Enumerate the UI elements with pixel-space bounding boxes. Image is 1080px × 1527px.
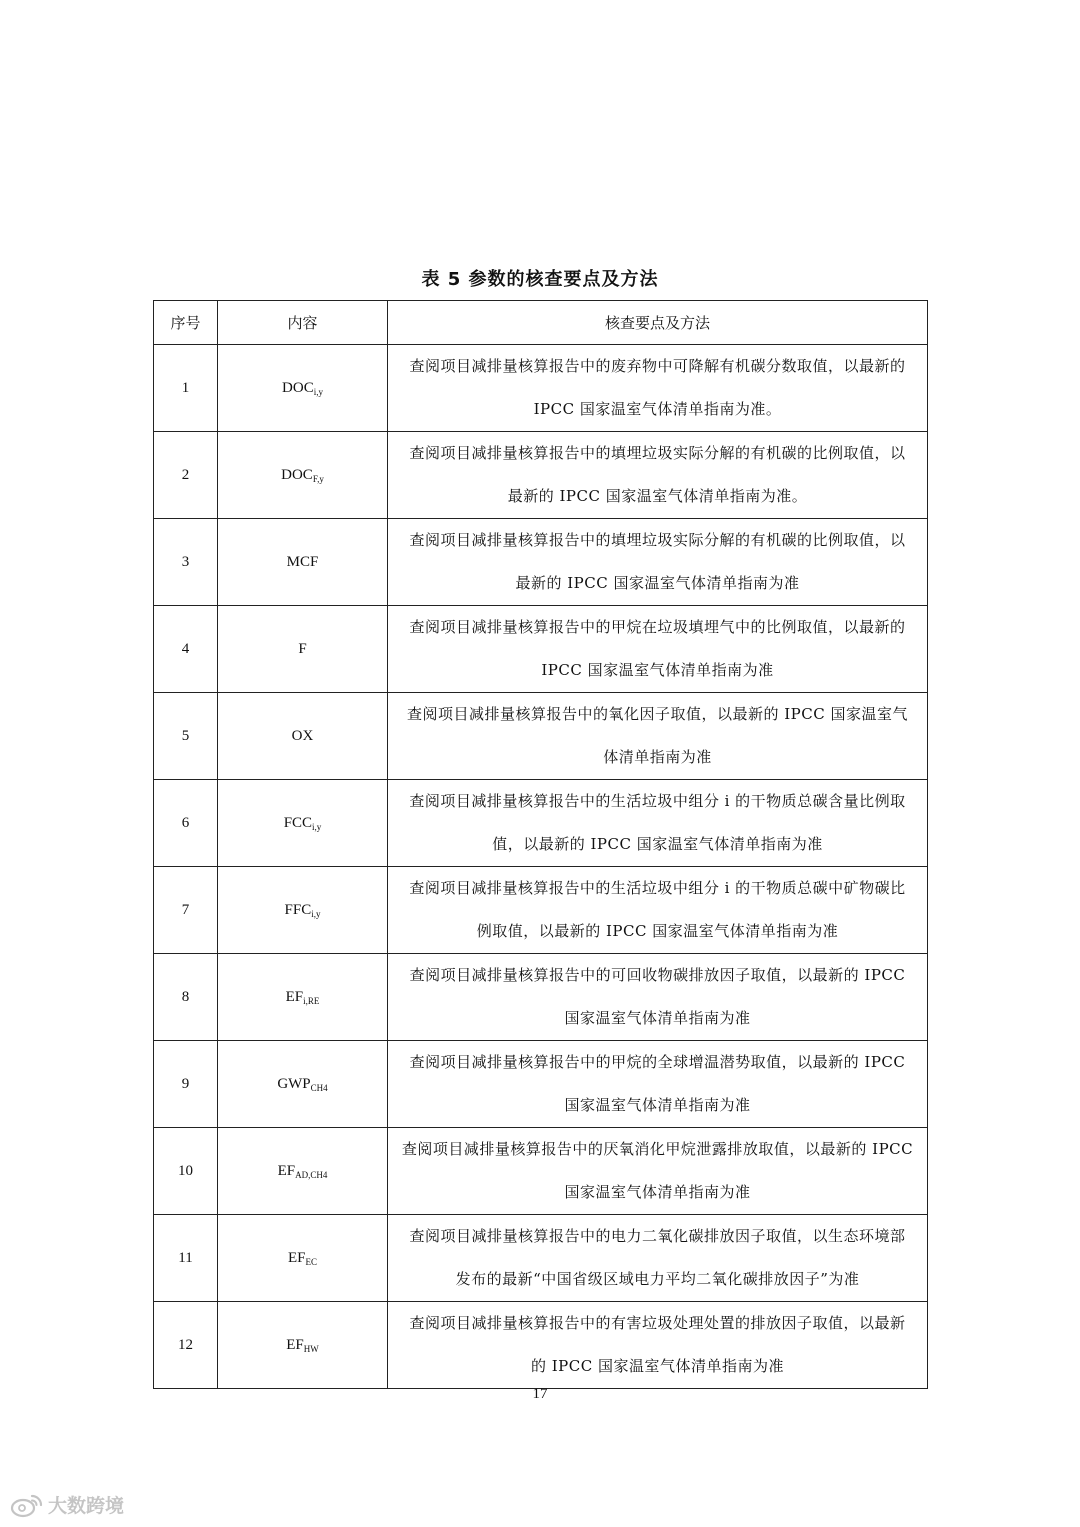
method-line: IPCC 国家温室气体清单指南为准 xyxy=(541,661,774,679)
row-parameter xyxy=(218,519,388,606)
row-method xyxy=(388,432,928,519)
row-number: 3 xyxy=(154,519,218,606)
method-line: 查阅项目减排量核算报告中的废弃物中可降解有机碳分数取值，以最新的 xyxy=(409,357,906,375)
watermark xyxy=(10,1491,124,1518)
row-method xyxy=(388,1128,928,1215)
row-number: 7 xyxy=(154,867,218,954)
method-line: 例取值，以最新的 IPCC 国家温室气体清单指南为准 xyxy=(476,922,839,940)
table-row xyxy=(154,1215,928,1302)
table-row xyxy=(154,606,928,693)
header-content: 内容 xyxy=(218,301,388,345)
parameter-subscript: HW xyxy=(303,1343,319,1354)
parameter-symbol: EF xyxy=(285,988,304,1005)
table-row xyxy=(154,1302,928,1389)
header-method: 核查要点及方法 xyxy=(388,301,928,345)
parameter-symbol: GWP xyxy=(277,1075,311,1092)
method-line: 国家温室气体清单指南为准 xyxy=(564,1096,751,1114)
row-number: 10 xyxy=(154,1128,218,1215)
parameter-subscript: EC xyxy=(305,1256,318,1267)
table-row xyxy=(154,780,928,867)
method-line: 国家温室气体清单指南为准 xyxy=(564,1183,751,1201)
row-number: 4 xyxy=(154,606,218,693)
row-method xyxy=(388,519,928,606)
table-row xyxy=(154,1041,928,1128)
parameter-subscript: i,y xyxy=(311,908,321,919)
row-number: 9 xyxy=(154,1041,218,1128)
weibo-style-logo-icon xyxy=(10,1492,44,1518)
method-line: 查阅项目减排量核算报告中的甲烷的全球增温潜势取值，以最新的 IPCC xyxy=(409,1053,906,1071)
row-parameter xyxy=(218,693,388,780)
method-line: 查阅项目减排量核算报告中的电力二氧化碳排放因子取值，以生态环境部 xyxy=(409,1227,906,1245)
parameter-symbol: DOC xyxy=(281,466,313,483)
row-number: 6 xyxy=(154,780,218,867)
method-line: 最新的 IPCC 国家温室气体清单指南为准。 xyxy=(507,487,808,505)
method-line: 值，以最新的 IPCC 国家温室气体清单指南为准 xyxy=(492,835,823,853)
row-method xyxy=(388,1302,928,1389)
row-method xyxy=(388,867,928,954)
row-parameter xyxy=(218,1302,388,1389)
parameter-verification-table xyxy=(153,300,928,1389)
parameter-subscript: i,RE xyxy=(303,995,320,1006)
parameter-symbol: F xyxy=(298,640,307,657)
row-parameter xyxy=(218,1128,388,1215)
row-parameter xyxy=(218,1041,388,1128)
method-line: 查阅项目减排量核算报告中的氧化因子取值，以最新的 IPCC 国家温室气 xyxy=(406,705,908,723)
table-row xyxy=(154,867,928,954)
parameter-subscript: i,y xyxy=(312,821,322,832)
parameter-symbol: MCF xyxy=(286,553,319,570)
method-line: 查阅项目减排量核算报告中的填埋垃圾实际分解的有机碳的比例取值，以 xyxy=(409,531,906,549)
row-number: 8 xyxy=(154,954,218,1041)
row-method xyxy=(388,693,928,780)
row-parameter xyxy=(218,1215,388,1302)
parameter-symbol: EF xyxy=(286,1336,304,1353)
method-line: 查阅项目减排量核算报告中的甲烷在垃圾填埋气中的比例取值，以最新的 xyxy=(409,618,906,636)
row-parameter xyxy=(218,345,388,432)
method-line: 查阅项目减排量核算报告中的生活垃圾中组分 i 的干物质总碳含量比例取 xyxy=(409,792,906,810)
row-number: 1 xyxy=(154,345,218,432)
table-title: 表 5 参数的核查要点及方法 xyxy=(421,269,659,290)
table-row xyxy=(154,345,928,432)
method-line: 体清单指南为准 xyxy=(603,748,712,766)
method-line: 的 IPCC 国家温室气体清单指南为准 xyxy=(530,1357,784,1375)
table-row xyxy=(154,432,928,519)
table-row xyxy=(154,954,928,1041)
row-method xyxy=(388,606,928,693)
row-parameter xyxy=(218,867,388,954)
method-line: 查阅项目减排量核算报告中的生活垃圾中组分 i 的干物质总碳中矿物碳比 xyxy=(409,879,906,897)
method-line: 发布的最新“中国省级区域电力平均二氧化碳排放因子”为准 xyxy=(455,1270,860,1288)
row-parameter xyxy=(218,780,388,867)
row-number: 5 xyxy=(154,693,218,780)
method-line: 查阅项目减排量核算报告中的有害垃圾处理处置的排放因子取值，以最新 xyxy=(409,1314,906,1332)
parameter-symbol: DOC xyxy=(282,379,314,396)
method-line: 查阅项目减排量核算报告中的填埋垃圾实际分解的有机碳的比例取值，以 xyxy=(409,444,906,462)
row-parameter xyxy=(218,954,388,1041)
row-method xyxy=(388,345,928,432)
method-line: IPCC 国家温室气体清单指南为准。 xyxy=(533,400,782,418)
parameter-symbol: OX xyxy=(291,727,314,744)
table-header-row xyxy=(154,301,928,345)
table-body xyxy=(154,345,928,1389)
table-row xyxy=(154,1128,928,1215)
parameter-subscript: F,y xyxy=(312,473,324,484)
method-line: 查阅项目减排量核算报告中的厌氧消化甲烷泄露排放取值，以最新的 IPCC xyxy=(401,1140,914,1158)
row-parameter xyxy=(218,606,388,693)
table-row xyxy=(154,519,928,606)
page-number: 17 xyxy=(532,1386,548,1402)
row-method xyxy=(388,1041,928,1128)
row-method xyxy=(388,780,928,867)
row-method xyxy=(388,1215,928,1302)
method-line: 查阅项目减排量核算报告中的可回收物碳排放因子取值，以最新的 IPCC xyxy=(409,966,906,984)
parameter-subscript: i,y xyxy=(313,386,323,397)
row-number: 12 xyxy=(154,1302,218,1389)
table-row xyxy=(154,693,928,780)
parameter-symbol: FFC xyxy=(284,901,312,918)
parameter-symbol: EF xyxy=(277,1162,296,1179)
row-number: 11 xyxy=(154,1215,218,1302)
parameter-subscript: AD,CH4 xyxy=(295,1169,328,1180)
row-number: 2 xyxy=(154,432,218,519)
parameter-symbol: EF xyxy=(287,1249,306,1266)
row-parameter xyxy=(218,432,388,519)
row-method xyxy=(388,954,928,1041)
header-number: 序号 xyxy=(154,301,218,345)
parameter-symbol: FCC xyxy=(283,814,313,831)
method-line: 国家温室气体清单指南为准 xyxy=(564,1009,751,1027)
parameter-subscript: CH4 xyxy=(310,1082,328,1093)
watermark-text: 大数跨境 xyxy=(48,1495,125,1517)
method-line: 最新的 IPCC 国家温室气体清单指南为准 xyxy=(515,574,800,592)
